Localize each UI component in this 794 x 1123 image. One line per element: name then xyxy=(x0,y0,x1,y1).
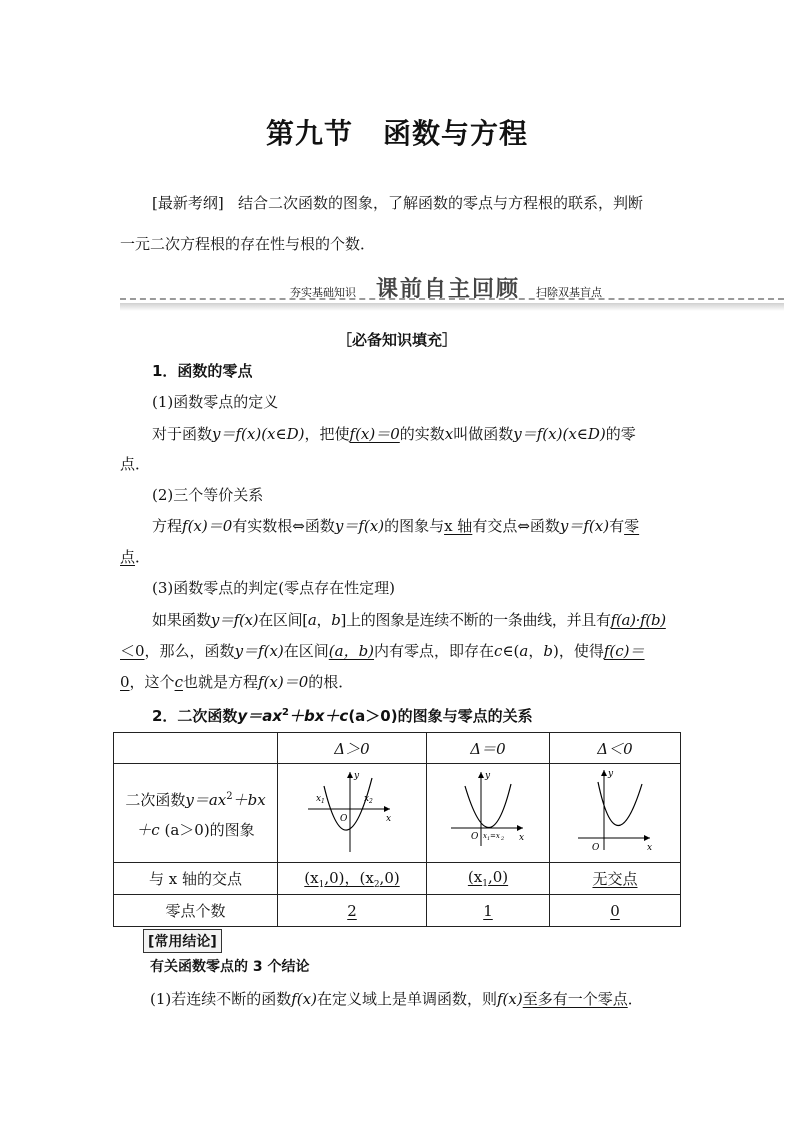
cell-intersections-one: $(x_1,0)$ xyxy=(427,863,550,895)
header-empty xyxy=(114,733,278,764)
svg-text:2: 2 xyxy=(501,836,505,842)
intro-line-2: 一元二次方程根的存在性与根的个数． xyxy=(120,235,376,253)
equivalence-line-2: 点． xyxy=(120,548,151,566)
blank-c: c xyxy=(174,673,183,691)
svg-text:O: O xyxy=(592,843,600,853)
cell-zero-count-one: 1 xyxy=(427,895,550,927)
parabola-two-roots-graph xyxy=(278,764,426,858)
intro-text-1: 结合二次函数的图象，了解函数的零点与方程根的联系，判断 xyxy=(238,194,644,212)
blank-x-axis: x 轴 xyxy=(444,517,473,535)
table-row-graphs xyxy=(114,764,681,863)
graph-cell-no-root xyxy=(550,764,681,863)
svg-text:x: x xyxy=(364,794,370,804)
theorem-line-3: 0，这个c也就是方程f(x)＝0的根． xyxy=(120,673,354,691)
page-title xyxy=(0,112,794,152)
conclusion-line-1: (1)若连续不断的函数f(x)在定义域上是单调函数，则f(x)至多有一个零点． xyxy=(150,990,643,1008)
header-delta-zero: Δ＝0 xyxy=(427,733,550,764)
parabola-no-root-graph xyxy=(550,764,680,858)
svg-text:x: x xyxy=(316,794,322,804)
graph-cell-one-root xyxy=(427,764,550,863)
graph-cell-two-roots xyxy=(278,764,427,863)
heading-zeros: 1．函数的零点 xyxy=(152,362,253,380)
table-row-intersections xyxy=(114,863,681,895)
blank-at-most-one: 至多有一个零点 xyxy=(522,990,628,1008)
blank-fx-zero: f(x)＝0 xyxy=(349,425,400,443)
row-label-intersections: 与 x 轴的交点 xyxy=(114,863,278,895)
table-row-zero-count xyxy=(114,895,681,927)
header-delta-positive: Δ＞0 xyxy=(278,733,427,764)
sub-heading-definition: (1)函数零点的定义 xyxy=(152,393,279,411)
theorem-line-2: ＜0，那么，函数y＝f(x)在区间(a，b)内有零点，即存在c∈(a，b)，使得f(c)＝ xyxy=(120,642,645,660)
blank-interval: (a，b) xyxy=(328,642,375,660)
row-label-graph: 二次函数$y=ax^2+bx$ ＋c (a＞0)的图象 xyxy=(114,764,278,863)
title-topic: 函数与方程 xyxy=(383,117,529,150)
banner-right-text: 扫除双基盲点 xyxy=(536,286,602,299)
sub-heading-equivalence: (2)三个等价关系 xyxy=(152,486,264,504)
intro-line-1 xyxy=(152,193,643,213)
heading-quadratic: 2．二次函数$y=ax^2+bx+c(a>0)$的图象与零点的关系 xyxy=(152,707,533,725)
svg-text:y: y xyxy=(608,769,614,779)
row-label-zero-count: 零点个数 xyxy=(114,895,278,927)
svg-text:O: O xyxy=(340,814,348,824)
svg-text:1: 1 xyxy=(487,836,491,842)
conclusion-tag: [常用结论] xyxy=(143,929,222,953)
blank-zero-2: 点 xyxy=(120,548,136,566)
blank-less-zero: ＜0 xyxy=(120,642,145,660)
cell-zero-count-two: 2 xyxy=(278,895,427,927)
cell-zero-count-none: 0 xyxy=(550,895,681,927)
banner-left-text: 夯实基础知识 xyxy=(290,286,356,299)
svg-text:x: x xyxy=(647,843,653,853)
cell-intersections-two: $(x_1,0)$，$(x_2,0)$ xyxy=(278,863,427,895)
table-header-row xyxy=(114,733,681,764)
svg-text:x: x xyxy=(386,814,392,824)
cell-intersections-none: 无交点 xyxy=(550,863,681,895)
equivalence-line-1: 方程f(x)＝0有实数根⇔函数y＝f(x)的图象与x 轴有交点⇔函数y＝f(x)有零 xyxy=(152,517,640,535)
svg-text:x: x xyxy=(519,833,525,843)
svg-text:1: 1 xyxy=(321,798,325,805)
conclusion-heading: 有关函数零点的 3 个结论 xyxy=(150,959,310,975)
banner-dashed-rule xyxy=(120,298,784,300)
intro-tag: [最新考纲] xyxy=(152,194,224,212)
sub-heading-theorem: (3)函数零点的判定(零点存在性定理) xyxy=(152,579,395,597)
svg-text:y: y xyxy=(485,771,491,781)
banner-shadow xyxy=(120,303,784,311)
definition-line-2: 点． xyxy=(120,455,151,473)
svg-text:O: O xyxy=(471,832,479,842)
parabola-one-root-graph xyxy=(427,764,549,858)
svg-text:2: 2 xyxy=(369,798,373,805)
blank-fc-zero: 0 xyxy=(120,673,130,691)
blank-fc: f(c)＝ xyxy=(603,642,645,660)
svg-text:=x: =x xyxy=(490,832,500,840)
definition-line-1: 对于函数y＝f(x)(x∈D)，把使f(x)＝0的实数x叫做函数y＝f(x)(x∈D)的零 xyxy=(152,425,636,443)
blank-product: f(a)·f(b) xyxy=(610,611,666,629)
section-heading: ［必备知识填充］ xyxy=(336,331,457,349)
header-delta-negative: Δ＜0 xyxy=(550,733,681,764)
section-banner xyxy=(120,272,784,312)
blank-zero-1: 零 xyxy=(624,517,640,535)
quadratic-table xyxy=(113,732,681,927)
svg-text:x: x xyxy=(483,832,487,840)
svg-text:y: y xyxy=(354,771,360,781)
banner-title: 课前自主回顾 xyxy=(376,277,521,302)
theorem-line-1: 如果函数y＝f(x)在区间[a，b]上的图象是连续不断的一条曲线，并且有f(a)·f(b) xyxy=(152,611,666,629)
title-section-number: 第九节 xyxy=(265,117,353,150)
